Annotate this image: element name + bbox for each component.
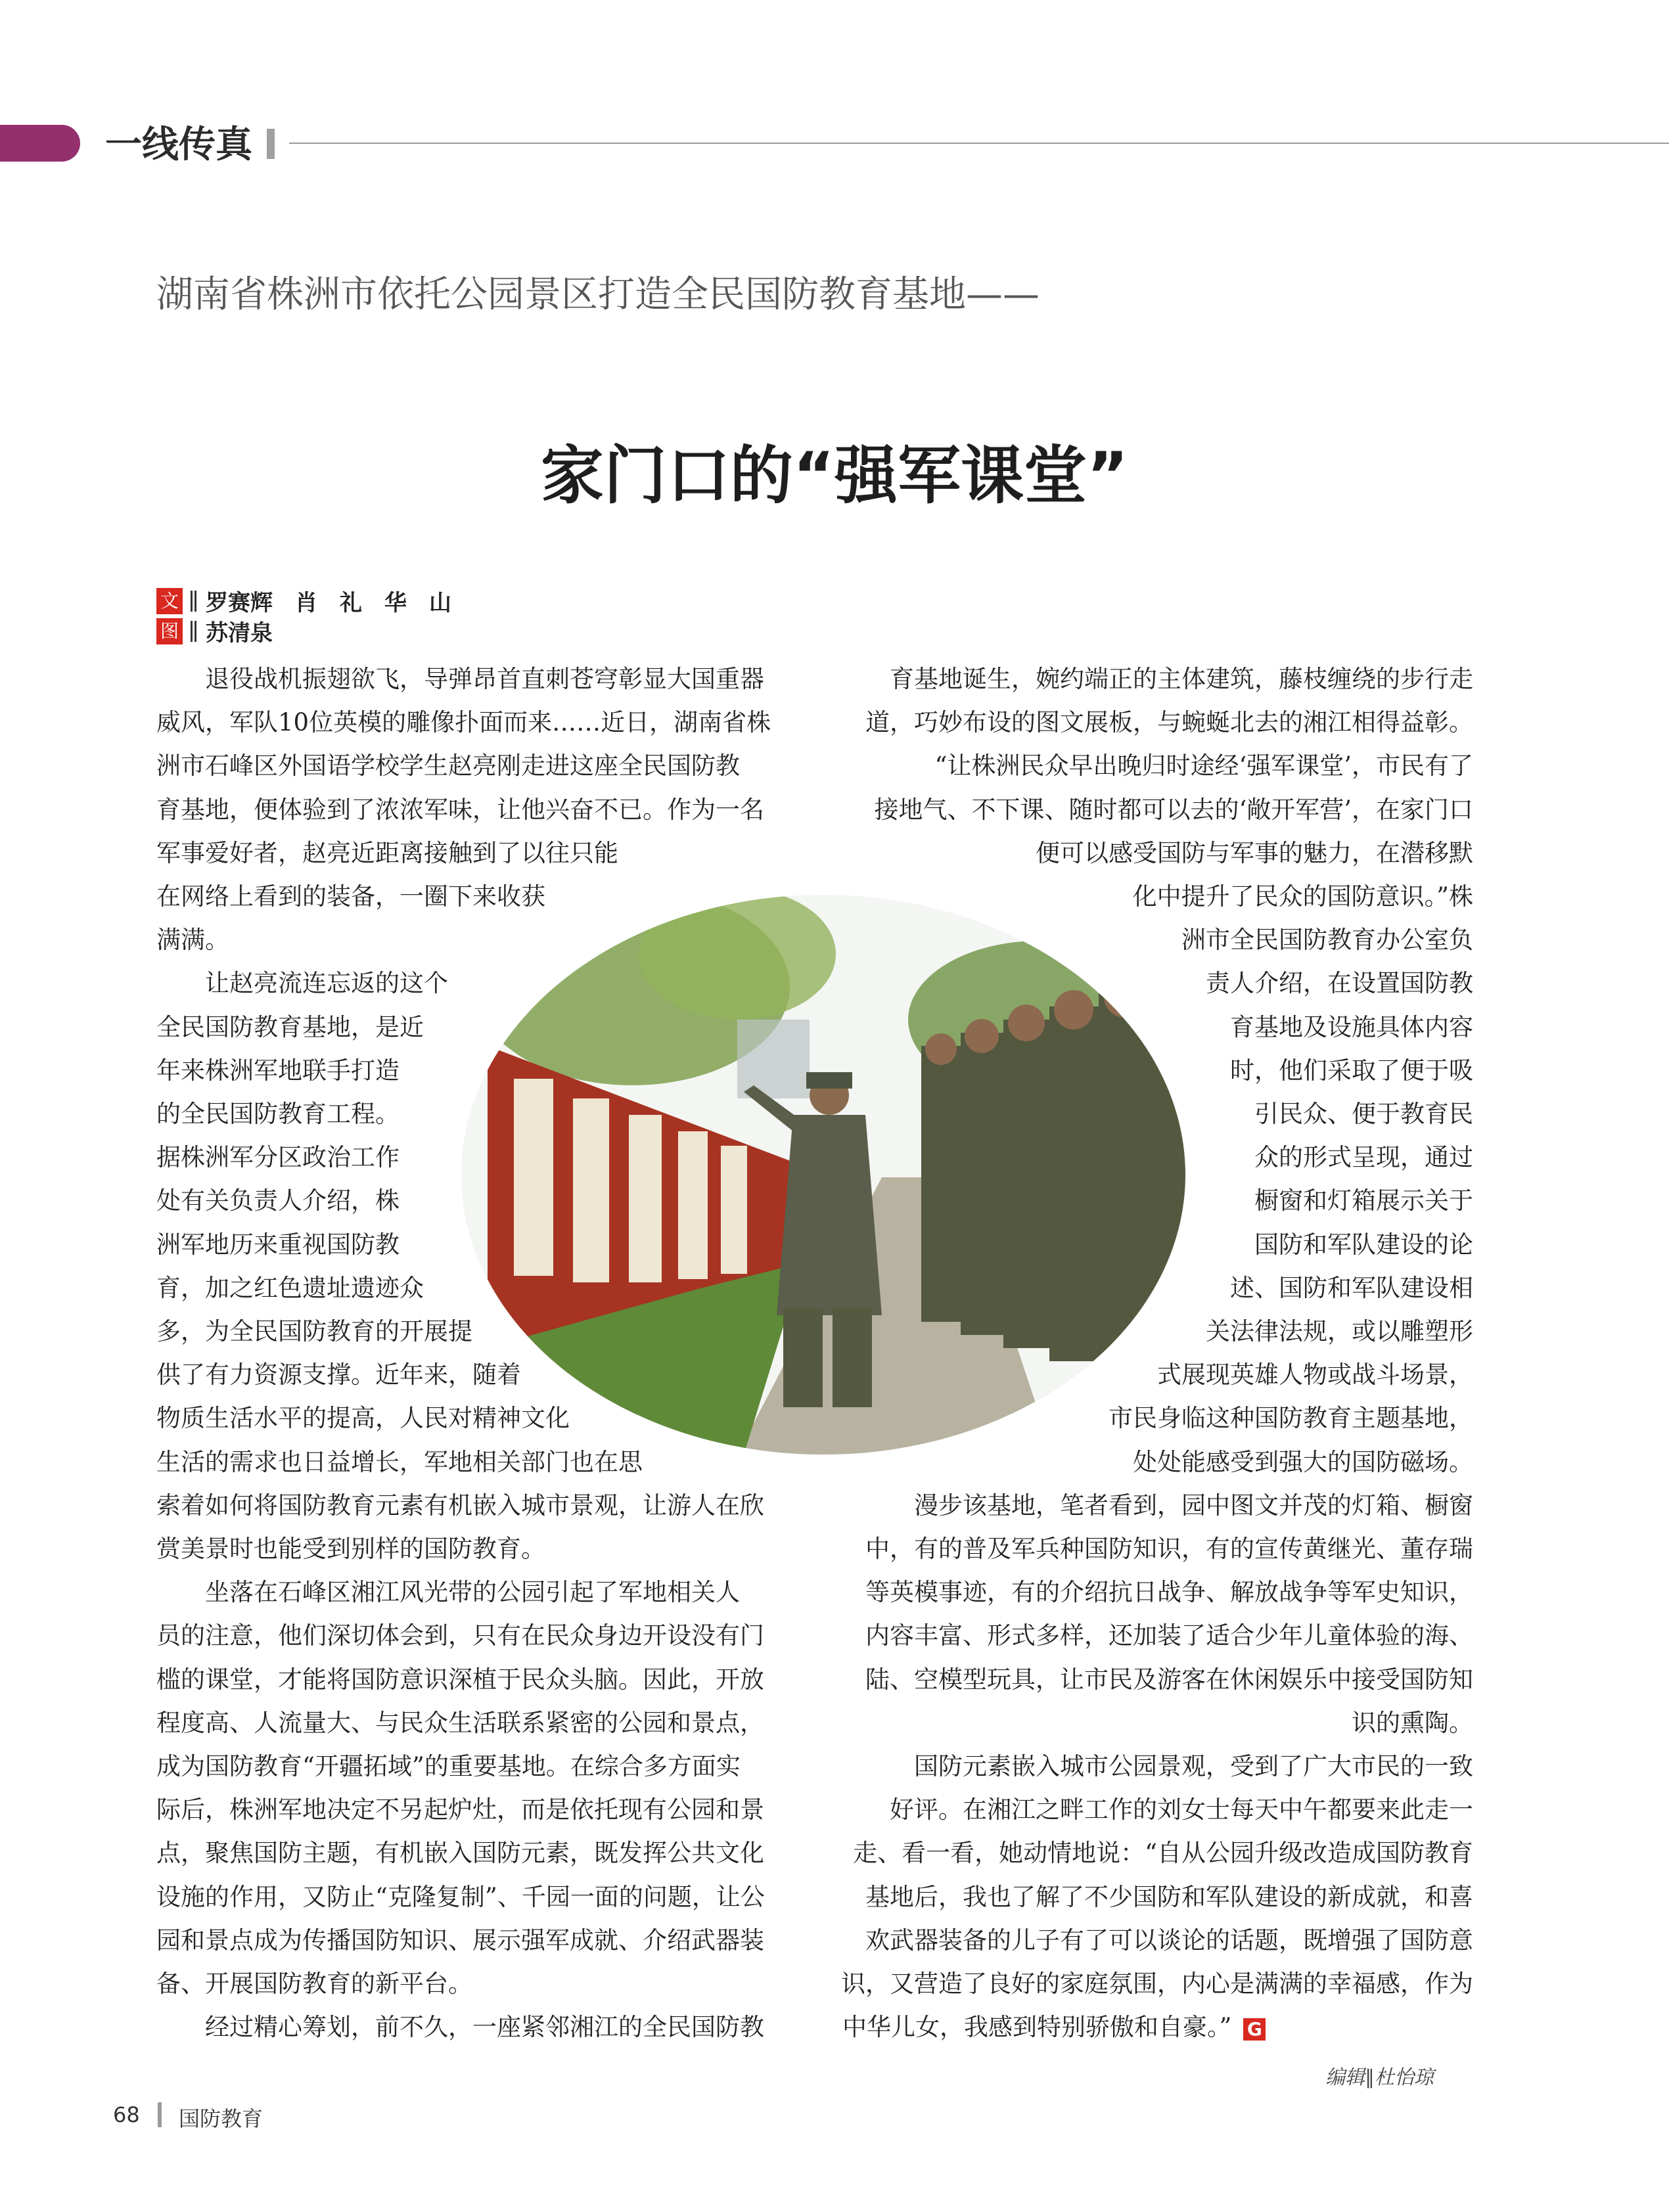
right-column-line: 欢武器装备的儿子有了可以谈论的话题，既增强了国防意 [865, 1926, 1473, 1954]
right-column-line: 众的形式呈现，通过 [1254, 1143, 1473, 1172]
right-column-line: 育基地诞生，婉约端正的主体建筑，藤枝缠绕的步行走 [890, 665, 1473, 693]
article-subtitle: 湖南省株洲市依托公园景区打造全民国防教育基地—— [156, 273, 1040, 316]
right-column-line: 式展现英雄人物或战斗场景， [1157, 1361, 1473, 1389]
right-column-line: 述、国防和军队建设相 [1230, 1273, 1473, 1302]
right-column-line: 处处能感受到强大的国防磁场。 [1133, 1447, 1473, 1476]
byline-photo [156, 615, 273, 646]
right-column-line: 育基地及设施具体内容 [1230, 1012, 1473, 1041]
left-column-line: 军事爱好者，赵亮近距离接触到了以往只能 [156, 838, 618, 867]
right-column-line: 责人介绍，在设置国防教 [1206, 969, 1473, 998]
right-column-line: 便可以感受国防与军事的魅力，在潜移默 [1036, 838, 1473, 867]
photo-author: 苏清泉 [206, 620, 273, 646]
left-column-line: 成为国防教育“开疆拓域”的重要基地。在综合多方面实 [156, 1752, 741, 1780]
left-column-line: 满满。 [156, 926, 229, 955]
right-column-line [842, 2013, 1266, 2042]
right-column-line: 洲市全民国防教育办公室负 [1181, 926, 1473, 955]
left-column-line: 洲市石峰区外国语学校学生赵亮刚走进这座全民国防教 [156, 752, 740, 780]
right-column-line: 道，巧妙布设的图文展板，与蜿蜒北去的湘江相得益彰。 [865, 708, 1473, 737]
left-column-line: 年来株洲军地联手打造 [156, 1056, 400, 1085]
right-column-line: “让株洲民众早出晚归时途经‘强军课堂’，市民有了 [886, 752, 1473, 780]
left-column-line: 处有关负责人介绍，株 [156, 1186, 400, 1215]
left-column-line: 备、开展国防教育的新平台。 [156, 1970, 472, 1998]
left-column-line: 际后，株洲军地决定不另起炉灶，而是依托现有公园和景 [156, 1795, 764, 1824]
page-number: 68 [113, 2102, 140, 2127]
right-column-line: 化中提升了民众的国防意识。”株 [1132, 882, 1473, 911]
right-column-line: 关法律法规，或以雕塑形 [1206, 1317, 1473, 1345]
left-column-line: 供了有力资源支撑。近年来，随着 [156, 1361, 521, 1389]
footer-divider [158, 2102, 162, 2127]
article-photo [461, 895, 1185, 1455]
right-column-line: 基地后，我也了解了不少国防和军队建设的新成就，和喜 [865, 1882, 1473, 1911]
left-column-line: 在网络上看到的装备，一圈下来收获 [156, 882, 545, 911]
right-column-line: 内容丰富、形式多样，还加装了适合少年儿童体验的海、 [865, 1621, 1473, 1650]
left-column-line: 洲军地历来重视国防教 [156, 1230, 400, 1259]
photo-tag: 图 [156, 618, 183, 644]
editor-credit: 编辑∥杜怡琼 [1325, 2066, 1434, 2089]
section-divider-bar [267, 129, 275, 159]
right-column-line: 时，他们采取了便于吸 [1230, 1056, 1473, 1085]
section-accent-pill [0, 125, 80, 162]
right-column-line: 国防和军队建设的论 [1254, 1230, 1473, 1259]
left-column-line: 坐落在石峰区湘江风光带的公园引起了军地相关人 [156, 1578, 740, 1607]
right-column-line: 中，有的普及军兵种国防知识，有的宣传黄继光、董存瑞 [865, 1535, 1473, 1563]
right-column-line: 等英模事迹，有的介绍抗日战争、解放战争等军史知识， [865, 1578, 1473, 1607]
left-column-line: 经过精心筹划，前不久，一座紧邻湘江的全民国防教 [156, 2013, 764, 2042]
left-column-line: 的全民国防教育工程。 [156, 1100, 400, 1128]
magazine-name: 国防教育 [179, 2106, 263, 2131]
left-column-line: 员的注意，他们深切体会到，只有在民众身边开设没有门 [156, 1621, 764, 1650]
right-column-line: 接地气、不下课、随时都可以去的‘敞开军营’，在家门口 [874, 795, 1473, 824]
left-column-line: 赏美景时也能受到别样的国防教育。 [156, 1535, 545, 1563]
end-mark-icon: G [1243, 2018, 1266, 2041]
right-column-line: 橱窗和灯箱展示关于 [1254, 1186, 1473, 1215]
byline-text [156, 585, 451, 616]
left-column-line: 程度高、人流量大、与民众生活联系紧密的公园和景点， [156, 1708, 764, 1737]
left-column-line: 育，加之红色遗址遗迹众 [156, 1273, 424, 1302]
left-column-line: 退役战机振翅欲飞，导弹昂首直刺苍穹彰显大国重器 [156, 665, 764, 693]
right-column-line: 好评。在湘江之畔工作的刘女士每天中午都要来此走一 [890, 1795, 1473, 1824]
left-column-line: 威风，军队10位英模的雕像扑面而来……近日，湖南省株 [156, 708, 771, 737]
left-column-line: 据株洲军分区政治工作 [156, 1143, 400, 1172]
byline-separator [191, 621, 196, 642]
left-column-line: 全民国防教育基地，是近 [156, 1012, 424, 1041]
section-title: 一线传真 [105, 124, 252, 166]
left-column-line: 园和景点成为传播国防知识、展示强军成就、介绍武器装 [156, 1926, 764, 1954]
left-column-line: 点，聚焦国防主题，有机嵌入国防元素，既发挥公共文化 [156, 1839, 764, 1868]
left-column-line: 育基地，便体验到了浓浓军味，让他兴奋不已。作为一名 [156, 795, 764, 824]
text-authors: 罗赛辉 肖 礼 华 山 [206, 590, 451, 616]
right-column-line: 市民身临这种国防教育主题基地， [1109, 1404, 1473, 1433]
right-column-line: 漫步该基地，笔者看到，园中图文并茂的灯箱、橱窗 [865, 1491, 1473, 1520]
header-rule [289, 143, 1669, 144]
article-title: 家门口的“强军课堂” [540, 439, 1129, 512]
text-tag: 文 [156, 588, 183, 614]
left-column-line: 物质生活水平的提高，人民对精神文化 [156, 1404, 570, 1433]
left-column-line: 多，为全民国防教育的开展提 [156, 1317, 472, 1345]
right-column-line: 识的熏陶。 [1352, 1708, 1473, 1737]
left-column-line: 设施的作用，又防止“克隆复制”、千园一面的问题，让公 [156, 1882, 765, 1911]
right-column-line: 引民众、便于教育民 [1254, 1100, 1473, 1128]
left-column-line: 槛的课堂，才能将国防意识深植于民众头脑。因此，开放 [156, 1665, 764, 1694]
left-column-line: 索着如何将国防教育元素有机嵌入城市景观，让游人在欣 [156, 1491, 764, 1520]
byline-separator [191, 591, 196, 612]
right-column-line: 陆、空模型玩具，让市民及游客在休闲娱乐中接受国防知 [865, 1665, 1473, 1694]
right-column-line: 识，又营造了良好的家庭氛围，内心是满满的幸福感，作为 [841, 1970, 1473, 1998]
left-column-line: 生活的需求也日益增长，军地相关部门也在思 [156, 1447, 643, 1476]
right-column-line: 国防元素嵌入城市公园景观，受到了广大市民的一致 [865, 1752, 1473, 1780]
right-column-line: 走、看一看，她动情地说：“自从公园升级改造成国防教育 [853, 1839, 1473, 1868]
photo-illustration [461, 895, 1185, 1455]
right-column-line-text: 中华儿女，我感到特别骄傲和自豪。” [842, 2013, 1232, 2042]
left-column-line: 让赵亮流连忘返的这个 [156, 969, 448, 998]
